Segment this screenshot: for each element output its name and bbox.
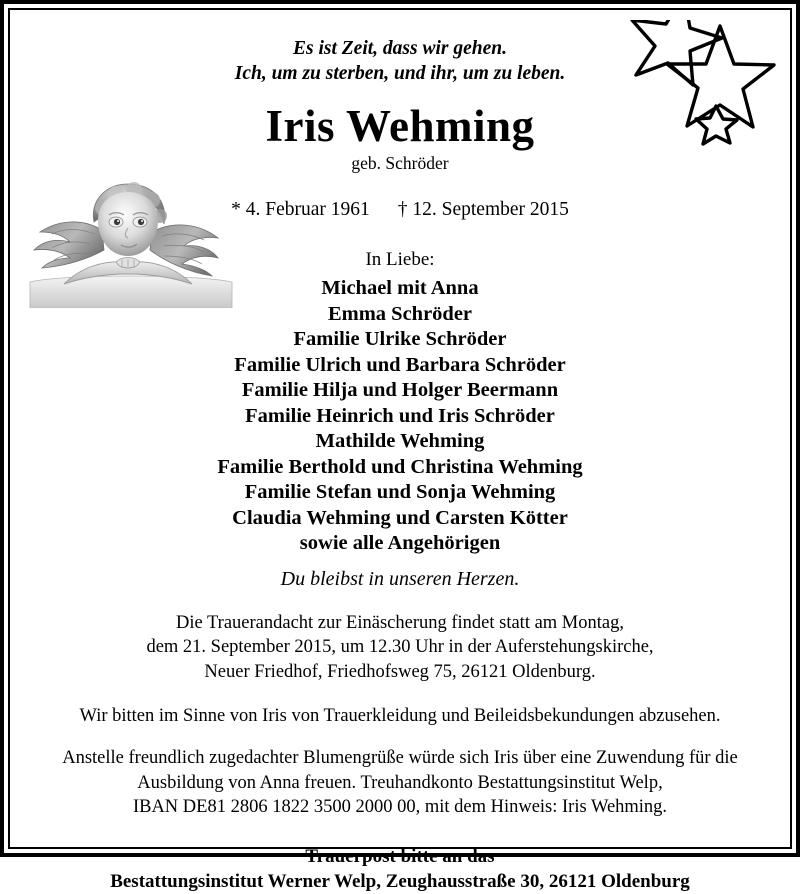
attire-request: Wir bitten im Sinne von Iris von Trauerkleidung und Beileidsbekundungen abzusehen. xyxy=(79,706,721,726)
survivors-list xyxy=(32,276,768,557)
survivor-name: Familie Ulrich und Barbara Schröder xyxy=(234,353,566,376)
condolence-footer-line-2: Bestattungsinstitut Werner Welp, Zeughausstraße 30, 26121 Oldenburg xyxy=(110,870,690,892)
survivor-name: sowie alle Angehörigen xyxy=(299,532,501,554)
epigraph-line-1: Es ist Zeit, dass wir gehen. xyxy=(293,38,507,59)
epigraph xyxy=(32,36,768,86)
donation-request-line-2: Ausbildung von Anna freuen. Treuhandkonto Bestattungsinstitut Welp, xyxy=(137,772,663,793)
survivor-name: Familie Heinrich und Iris Schröder xyxy=(245,404,555,427)
survivor-name: Familie Ulrike Schröder xyxy=(293,328,507,350)
survivor-name: Claudia Wehming und Carsten Kötter xyxy=(232,506,568,529)
service-details-line-2: dem 21. September 2015, um 12.30 Uhr in der Auferstehungskirche, xyxy=(146,637,654,657)
survivor-name: Familie Berthold und Christina Wehming xyxy=(217,455,583,478)
cherub-wing-left xyxy=(34,222,104,268)
survivor-name: Familie Hilja und Holger Beermann xyxy=(241,379,559,401)
notice-content xyxy=(10,10,790,892)
birth-date xyxy=(231,199,370,220)
death-date xyxy=(398,199,569,220)
death-symbol: † xyxy=(397,199,408,220)
cherub-svg xyxy=(24,178,239,308)
maiden-name: geb. Schröder xyxy=(351,153,449,173)
survivors-intro: In Liebe: xyxy=(365,249,435,270)
survivor-name: Familie Stefan und Sonja Wehming xyxy=(244,481,556,503)
service-details-line-1: Die Trauerandacht zur Einäscherung findet statt am Montag, xyxy=(176,612,624,633)
donation-request xyxy=(32,746,768,820)
survivor-name: Michael mit Anna xyxy=(321,277,479,299)
death-date-value: 12. September 2015 xyxy=(412,199,569,220)
service-details xyxy=(32,611,768,685)
condolence-footer xyxy=(32,844,768,894)
birth-date-value: 4. Februar 1961 xyxy=(245,199,370,220)
epigraph-line-2: Ich, um zu sterben, und ihr, um zu leben. xyxy=(234,63,566,84)
deceased-name: Iris Wehming xyxy=(265,101,535,151)
donation-request-line-1: Anstelle freundlich zugedachter Blumengrüße würde sich Iris über eine Zuwendung für die xyxy=(62,748,738,768)
cherub-ledge xyxy=(30,276,232,308)
survivor-name: Emma Schröder xyxy=(327,302,473,325)
survivor-name: Mathilde Wehming xyxy=(315,430,485,452)
service-details-line-3: Neuer Friedhof, Friedhofsweg 75, 26121 Oldenburg. xyxy=(204,661,596,682)
cherub-face xyxy=(98,192,158,256)
inner-border-frame xyxy=(8,8,792,892)
donation-request-line-3: IBAN DE81 2806 1822 3500 2000 00, mit dem Hinweis: Iris Wehming. xyxy=(132,797,668,817)
birth-symbol: * xyxy=(231,199,241,220)
memorial-verse: Du bleibst in unseren Herzen. xyxy=(280,567,520,590)
cherub-angel-illustration xyxy=(24,178,239,308)
condolence-footer-line-1: Trauerpost bitte an das xyxy=(305,845,495,867)
